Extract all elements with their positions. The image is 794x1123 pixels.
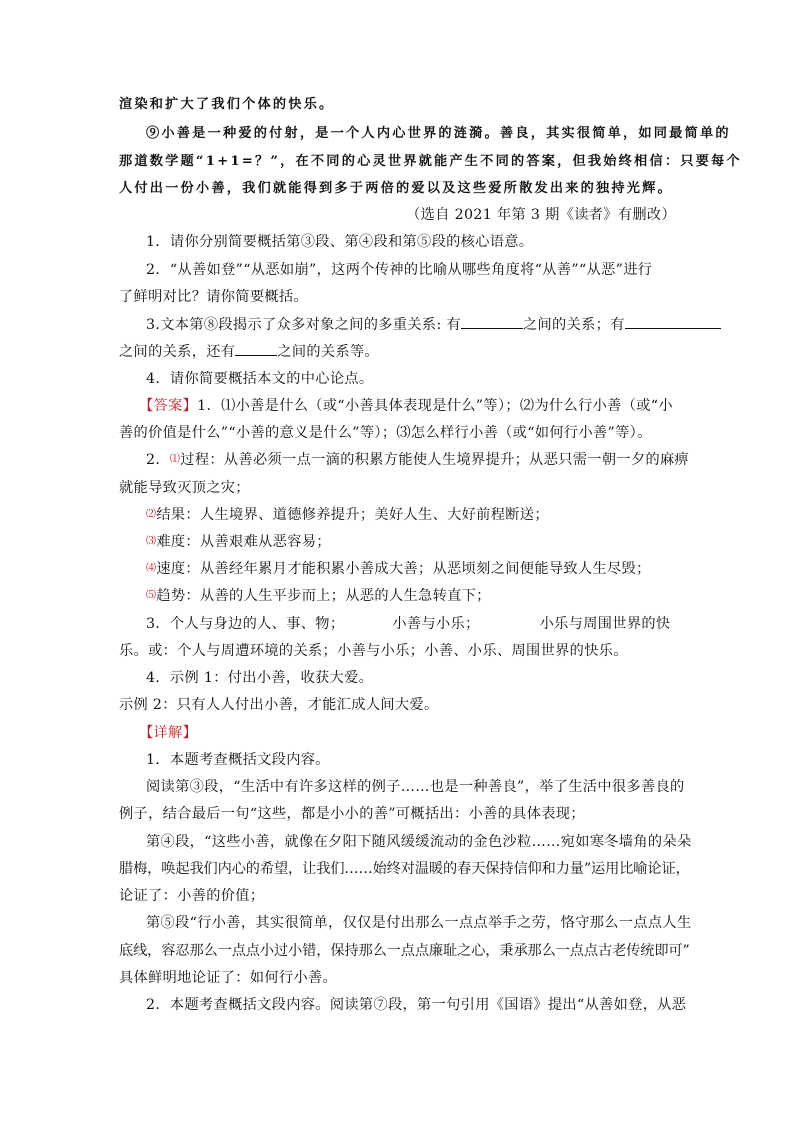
answer-line: [139, 396, 673, 416]
answer-text: 过程：从善必须一点一滴的积累方能使人生境界提升；从恶只需一朝一夕的麻痹: [180, 452, 690, 468]
question-3-text: 之间的关系，还有: [119, 344, 236, 360]
question-3-text: 3.文本第⑧段揭示了众多对象之间的多重关系: 有: [146, 317, 461, 333]
question-3-line: [146, 314, 721, 335]
answer-3-line: [146, 614, 670, 634]
passage-line: 那道数学题“1+1=？”，在不同的心灵世界就能产生不同的答案，但我始终相信：只要每个: [119, 154, 742, 169]
passage-line: 渲染和扩大了我们个体的快乐。: [119, 97, 335, 112]
passage-source: （选自 2021 年第 3 期《读者》有删改）: [406, 207, 676, 223]
answer-text: 结果：人生境界、道德修养提升；美好人生、大好前程断送；: [156, 507, 549, 523]
blank-line: [461, 314, 523, 329]
detail-label: 【详解】: [139, 725, 198, 741]
question-3-line: [119, 341, 379, 362]
question-2-line: 了鲜明对比？请你简要概括。: [119, 289, 308, 305]
answer-text: 小乐与周围世界的快: [539, 616, 671, 632]
passage-text: 小善是一种爱的付射，是一个人内心世界的涟漪。善良，其实很简单，如同最简单的: [161, 126, 731, 141]
detail-line: 阅读第③段，“生活中有许多这样的例子……也是一种善良”，举了生活中很多善良的: [146, 779, 685, 795]
answer-text: 趋势：从善的人生平步而上；从恶的人生急转直下；: [156, 588, 491, 604]
answer-2-line: [146, 505, 549, 525]
answer-text: 1．⑴小善是什么（或“小善具体表现是什么”等）；⑵为什么行小善（或“小: [197, 398, 673, 414]
list-number: ⑶: [146, 536, 157, 547]
detail-line: 具体鲜明地论证了：如何行小善。: [119, 970, 338, 986]
question-4: 4．请你简要概括本文的中心论点。: [146, 371, 374, 387]
detail-line: 腊梅，唤起我们内心的希望，让我们……始终对温暖的春天保持信仰和力量”运用比喻论证，: [119, 861, 690, 877]
answer-2-line: [146, 450, 689, 470]
list-number: ⑸: [146, 590, 157, 601]
answer-text: 3．个人与身边的人、事、物；: [146, 616, 345, 632]
answer-number: 2．: [146, 452, 170, 468]
answer-line: 就能导致灭顶之灾；: [119, 480, 250, 496]
detail-line: 1．本题考查概括文段内容。: [146, 752, 330, 768]
question-3-text: 之间的关系；有: [522, 317, 625, 333]
detail-line: 论证了：小善的价值；: [119, 888, 265, 904]
answer-4-line: 4．示例 1：付出小善，收获大爱。: [146, 670, 374, 686]
answer-line: 善的价值是什么”“小善的意义是什么”等）；⑶怎么样行小善（或“如何行小善”等）。: [119, 425, 652, 441]
list-number: ⑷: [146, 563, 157, 574]
answer-2-line: [146, 532, 331, 552]
blank-line: [235, 341, 277, 356]
answer-2-line: [146, 586, 491, 606]
detail-line: 第④段，“这些小善，就像在夕阳下随风缓缓流动的金色沙粒……宛如寒冬墙角的朵朵: [146, 834, 692, 850]
answer-4-line: 示例 2：只有人人付出小善，才能汇成人间大爱。: [119, 697, 439, 713]
blank-line: [625, 314, 721, 329]
detail-line: 第⑤段“行小善，其实很简单，仅仅是付出那么一点点举手之劳，恪守那么一点点人生: [146, 915, 692, 931]
detail-line: 2．本题考查概括文段内容。阅读第⑦段，第一句引用《国语》提出“从善如登，从恶: [146, 997, 687, 1013]
detail-line: 例子，结合最后一句“这些，都是小小的善”可概括出：小善的具体表现；: [119, 806, 585, 822]
passage-line: 人付出一份小善，我们就能得到多于两倍的爱以及这些爱所散发出来的独持光辉。: [119, 181, 673, 196]
list-number: ⑴: [169, 454, 181, 465]
question-2-line: 2．“从善如登”“从恶如崩”，这两个传神的比喻从哪些角度将“从善”“从恶”进行: [146, 262, 653, 278]
answer-label: 【答案】: [139, 398, 198, 414]
passage-paragraph-9-line: [146, 124, 731, 144]
paragraph-number: ⑨: [146, 126, 162, 141]
answer-text: 难度：从善艰难从恶容易；: [156, 534, 331, 550]
answer-2-line: [146, 559, 651, 579]
detail-line: 底线，容忍那么一点点小过小错，保持那么一点点廉耻之心，秉承那么一点点古老传统即可”: [119, 943, 690, 959]
answer-line: 乐。或：个人与周遭环境的关系；小善与小乐；小善、小乐、周围世界的快乐。: [119, 643, 628, 659]
question-3-text: 之间的关系等。: [277, 344, 380, 360]
question-1: 1．请你分别简要概括第③段、第④段和第⑤段的核心语意。: [146, 234, 534, 250]
answer-text: 小善与小乐；: [392, 616, 480, 632]
answer-text: 速度：从善经年累月才能积累小善成大善；从恶顷刻之间便能导致人生尽毁；: [156, 561, 651, 577]
list-number: ⑵: [146, 509, 157, 520]
